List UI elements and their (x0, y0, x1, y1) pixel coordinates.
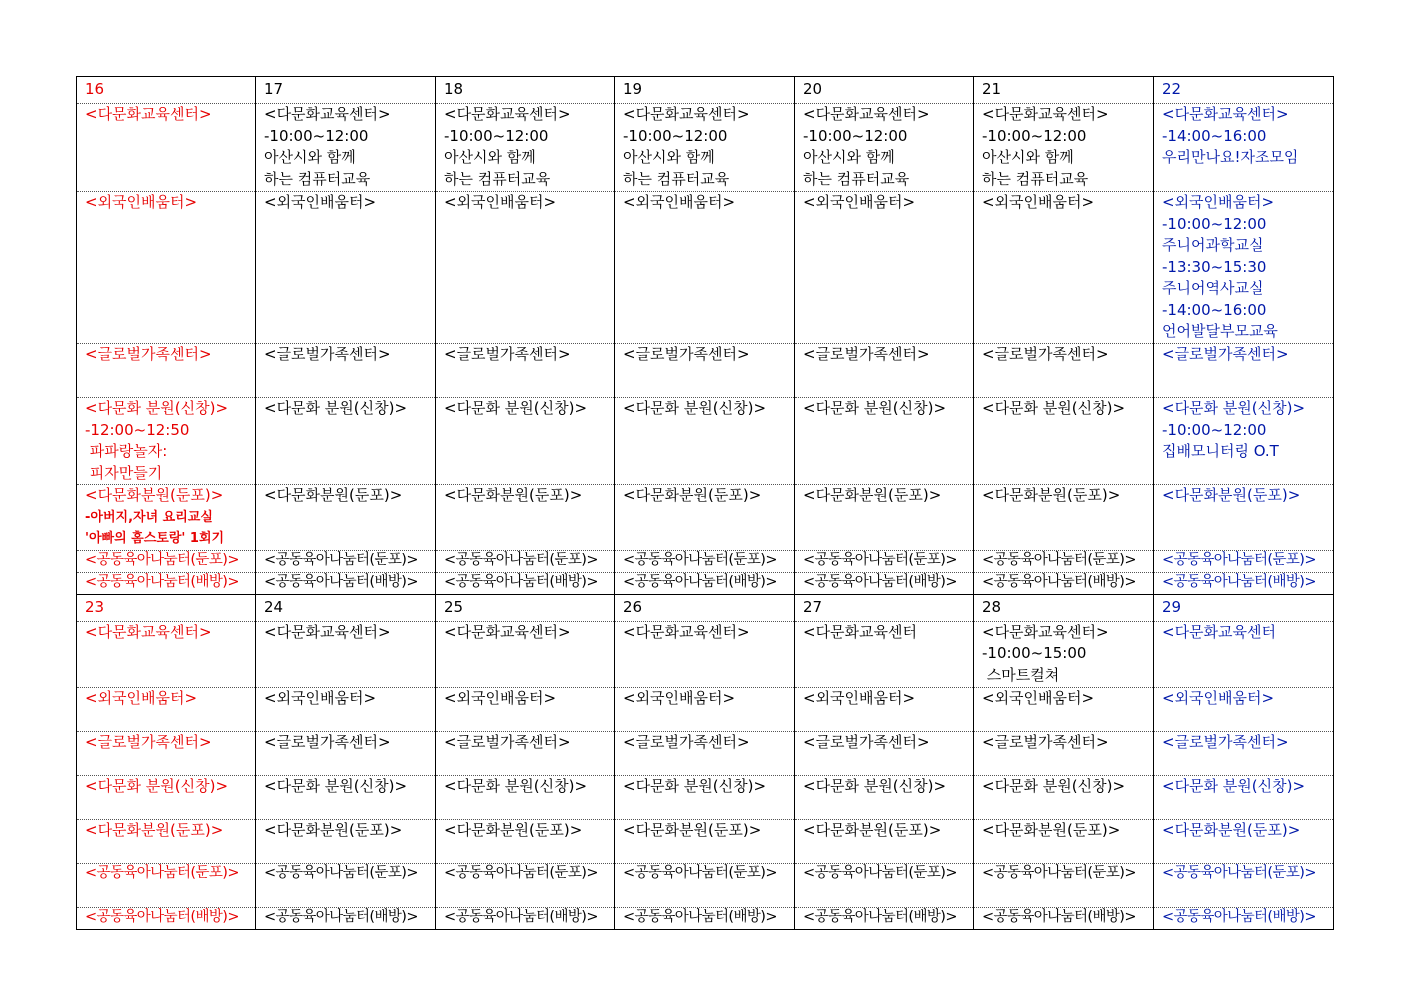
schedule-cell (795, 104, 974, 192)
date-cell: 29 (1154, 594, 1334, 621)
schedule-cell (256, 485, 436, 551)
center-label: <다문화교육센터> (1162, 105, 1289, 123)
center-label: <외국인배움터> (623, 193, 736, 211)
center-label: <외국인배움터> (444, 688, 557, 707)
date-cell: 18 (436, 77, 615, 104)
event-line: -10:00~12:00 (264, 126, 369, 145)
center-label: <공동육아나눔터(배방)> (803, 908, 957, 925)
date-cell: 26 (615, 594, 795, 621)
schedule-cell (77, 485, 256, 551)
schedule-cell (615, 550, 795, 572)
program-row (77, 621, 1334, 687)
schedule-cell (795, 863, 974, 907)
center-label: <다문화교육센터> (982, 622, 1109, 641)
schedule-cell (256, 192, 436, 344)
center-label: <외국인배움터> (1162, 193, 1275, 211)
schedule-cell (77, 863, 256, 907)
schedule-cell (1154, 907, 1334, 929)
center-label: <공동육아나눔터(배방)> (264, 908, 418, 925)
center-label: <다문화 분원(신창)> (1162, 776, 1306, 795)
schedule-cell (974, 550, 1154, 572)
schedule-cell (615, 775, 795, 819)
center-label: <다문화분원(둔포)> (1162, 820, 1301, 839)
center-label: <공동육아나눔터(둔포)> (623, 551, 777, 568)
center-label: <다문화교육센터> (264, 622, 391, 641)
schedule-cell (795, 731, 974, 775)
center-label: <공동육아나눔터(둔포)> (623, 864, 777, 881)
event-line: 주니어역사교실 (1162, 279, 1264, 297)
schedule-cell (1154, 192, 1334, 344)
event-line: 파파랑놀자: (85, 442, 168, 460)
center-label: <공동육아나눔터(둔포)> (85, 864, 239, 881)
calendar-body (77, 77, 1334, 930)
event-line: 하는 컴퓨터교육 (803, 169, 910, 188)
schedule-cell (974, 485, 1154, 551)
event-line: 하는 컴퓨터교육 (982, 169, 1089, 188)
center-label: <외국인배움터> (623, 688, 736, 707)
schedule-cell (256, 398, 436, 485)
schedule-cell (256, 104, 436, 192)
center-label: <다문화교육센터> (444, 622, 571, 641)
schedule-cell (77, 192, 256, 344)
schedule-cell (615, 731, 795, 775)
program-row (77, 687, 1334, 731)
center-label: <다문화 분원(신창)> (803, 399, 947, 417)
event-line: 아산시와 함께 (982, 148, 1074, 166)
center-label: <다문화 분원(신창)> (85, 776, 229, 795)
schedule-cell (615, 398, 795, 485)
center-label: <외국인배움터> (982, 688, 1095, 707)
center-label: <다문화분원(둔포)> (1162, 486, 1301, 504)
center-label: <다문화교육센터> (85, 622, 212, 641)
schedule-cell (1154, 572, 1334, 594)
center-label: <다문화분원(둔포)> (264, 486, 403, 504)
schedule-cell (1154, 775, 1334, 819)
schedule-cell (436, 344, 615, 398)
schedule-cell (615, 104, 795, 192)
schedule-cell (77, 104, 256, 192)
schedule-cell (77, 344, 256, 398)
center-label: <공동육아나눔터(둔포)> (803, 864, 957, 881)
event-line: 언어발달부모교육 (1162, 322, 1278, 340)
date-cell: 21 (974, 77, 1154, 104)
event-line: -14:00~16:00 (1162, 126, 1267, 145)
schedule-cell (436, 621, 615, 687)
schedule-cell (256, 550, 436, 572)
schedule-cell (974, 192, 1154, 344)
schedule-cell (77, 731, 256, 775)
center-label: <다문화교육센터> (803, 105, 930, 123)
event-line: -10:00~12:00 (803, 126, 908, 145)
schedule-cell (795, 344, 974, 398)
date-row (77, 77, 1334, 104)
center-label: <다문화교육센터> (264, 105, 391, 123)
schedule-cell (1154, 104, 1334, 192)
program-row (77, 344, 1334, 398)
event-line: -12:00~12:50 (85, 420, 190, 439)
center-label: <다문화분원(둔포)> (982, 486, 1121, 504)
center-label: <외국인배움터> (982, 193, 1095, 211)
center-label: <공동육아나눔터(둔포)> (982, 864, 1136, 881)
center-label: <다문화분원(둔포)> (85, 820, 224, 839)
center-label: <다문화교육센터 (803, 622, 917, 641)
event-line: -아버지,자녀 요리교실 (85, 509, 213, 525)
schedule-cell (615, 485, 795, 551)
schedule-cell (974, 687, 1154, 731)
schedule-cell (77, 572, 256, 594)
center-label: <글로벌가족센터> (264, 732, 391, 751)
schedule-calendar-table (76, 76, 1334, 930)
center-label: <다문화분원(둔포)> (803, 486, 942, 504)
schedule-cell (974, 621, 1154, 687)
center-label: <공동육아나눔터(배방)> (1162, 573, 1316, 590)
schedule-cell (77, 907, 256, 929)
program-row (77, 775, 1334, 819)
center-label: <다문화교육센터> (623, 105, 750, 123)
center-label: <공동육아나눔터(둔포)> (982, 551, 1136, 568)
program-row (77, 731, 1334, 775)
center-label: <다문화 분원(신창)> (264, 776, 408, 795)
event-line: -10:00~12:00 (1162, 214, 1267, 233)
schedule-cell (256, 687, 436, 731)
center-label: <다문화 분원(신창)> (1162, 399, 1306, 417)
event-line: 아산시와 함께 (264, 148, 356, 166)
center-label: <글로벌가족센터> (982, 345, 1109, 363)
center-label: <다문화분원(둔포)> (444, 820, 583, 839)
date-cell: 22 (1154, 77, 1334, 104)
center-label: <글로벌가족센터> (85, 345, 212, 363)
center-label: <다문화 분원(신창)> (444, 399, 588, 417)
event-line: -13:30~15:30 (1162, 257, 1267, 276)
center-label: <글로벌가족센터> (982, 732, 1109, 751)
schedule-cell (256, 863, 436, 907)
schedule-cell (795, 485, 974, 551)
event-line: 아산시와 함께 (803, 148, 895, 166)
program-row (77, 398, 1334, 485)
date-cell: 23 (77, 594, 256, 621)
date-cell: 17 (256, 77, 436, 104)
schedule-cell (436, 863, 615, 907)
event-line: 피자만들기 (85, 463, 163, 482)
event-line: 스마트컬쳐 (982, 665, 1060, 684)
program-row (77, 192, 1334, 344)
schedule-cell (974, 572, 1154, 594)
schedule-cell (1154, 398, 1334, 485)
schedule-cell (77, 621, 256, 687)
center-label: <다문화분원(둔포)> (444, 486, 583, 504)
schedule-cell (256, 907, 436, 929)
center-label: <다문화 분원(신창)> (982, 399, 1126, 417)
center-label: <다문화분원(둔포)> (982, 820, 1121, 839)
schedule-cell (77, 819, 256, 863)
center-label: <다문화분원(둔포)> (623, 486, 762, 504)
program-row (77, 907, 1334, 929)
center-label: <다문화교육센터> (444, 105, 571, 123)
schedule-cell (436, 572, 615, 594)
schedule-cell (436, 104, 615, 192)
schedule-cell (615, 687, 795, 731)
center-label: <외국인배움터> (85, 193, 198, 211)
date-cell: 20 (795, 77, 974, 104)
center-label: <외국인배움터> (444, 193, 557, 211)
center-label: <공동육아나눔터(배방)> (803, 573, 957, 590)
schedule-cell (795, 550, 974, 572)
schedule-cell (974, 907, 1154, 929)
schedule-cell (974, 344, 1154, 398)
schedule-cell (1154, 485, 1334, 551)
center-label: <공동육아나눔터(배방)> (623, 573, 777, 590)
center-label: <다문화교육센터> (85, 105, 212, 123)
schedule-cell (436, 819, 615, 863)
center-label: <다문화 분원(신창)> (85, 399, 229, 417)
center-label: <공동육아나눔터(배방)> (444, 908, 598, 925)
event-line: -10:00~12:00 (982, 126, 1087, 145)
event-line: '아빠의 홈스토랑' 1회기 (85, 531, 225, 546)
schedule-cell (795, 687, 974, 731)
program-row (77, 550, 1334, 572)
schedule-cell (795, 398, 974, 485)
schedule-cell (615, 572, 795, 594)
center-label: <공동육아나눔터(둔포)> (264, 551, 418, 568)
event-line: 하는 컴퓨터교육 (623, 169, 730, 188)
center-label: <글로벌가족센터> (444, 732, 571, 751)
date-row (77, 594, 1334, 621)
schedule-cell (615, 863, 795, 907)
event-line: 아산시와 함께 (623, 148, 715, 166)
schedule-cell (1154, 863, 1334, 907)
schedule-cell (795, 775, 974, 819)
center-label: <다문화교육센터 (1162, 622, 1276, 641)
center-label: <글로벌가족센터> (623, 345, 750, 363)
event-line: -10:00~12:00 (444, 126, 549, 145)
event-line: 하는 컴퓨터교육 (444, 169, 551, 188)
center-label: <공동육아나눔터(배방)> (264, 573, 418, 590)
schedule-cell (974, 398, 1154, 485)
date-cell: 25 (436, 594, 615, 621)
center-label: <다문화분원(둔포)> (264, 820, 403, 839)
center-label: <공동육아나눔터(둔포)> (264, 864, 418, 881)
schedule-cell (1154, 344, 1334, 398)
center-label: <공동육아나눔터(배방)> (982, 908, 1136, 925)
schedule-cell (1154, 731, 1334, 775)
schedule-cell (256, 344, 436, 398)
event-line: 하는 컴퓨터교육 (264, 169, 371, 188)
program-row (77, 863, 1334, 907)
schedule-cell (795, 192, 974, 344)
center-label: <공동육아나눔터(배방)> (623, 908, 777, 925)
center-label: <글로벌가족센터> (803, 732, 930, 751)
schedule-cell (974, 863, 1154, 907)
program-row (77, 819, 1334, 863)
schedule-cell (436, 485, 615, 551)
schedule-cell (436, 192, 615, 344)
center-label: <다문화분원(둔포)> (623, 820, 762, 839)
schedule-cell (77, 687, 256, 731)
schedule-cell (256, 819, 436, 863)
center-label: <공동육아나눔터(둔포)> (444, 864, 598, 881)
center-label: <공동육아나눔터(배방)> (444, 573, 598, 590)
date-cell: 16 (77, 77, 256, 104)
schedule-cell (436, 775, 615, 819)
schedule-cell (1154, 819, 1334, 863)
schedule-cell (974, 819, 1154, 863)
schedule-cell (77, 775, 256, 819)
center-label: <다문화교육센터> (623, 622, 750, 641)
program-row (77, 485, 1334, 551)
date-cell: 28 (974, 594, 1154, 621)
schedule-cell (77, 550, 256, 572)
center-label: <글로벌가족센터> (444, 345, 571, 363)
schedule-cell (795, 621, 974, 687)
center-label: <다문화분원(둔포)> (803, 820, 942, 839)
center-label: <공동육아나눔터(배방)> (1162, 908, 1316, 925)
center-label: <다문화 분원(신창)> (982, 776, 1126, 795)
center-label: <공동육아나눔터(둔포)> (85, 551, 239, 568)
center-label: <다문화 분원(신창)> (623, 399, 767, 417)
schedule-cell (436, 907, 615, 929)
date-cell: 19 (615, 77, 795, 104)
center-label: <다문화 분원(신창)> (444, 776, 588, 795)
schedule-cell (1154, 550, 1334, 572)
event-line: 우리만나요!자조모임 (1162, 148, 1299, 166)
schedule-cell (436, 731, 615, 775)
center-label: <외국인배움터> (264, 688, 377, 707)
schedule-cell (974, 731, 1154, 775)
schedule-cell (795, 907, 974, 929)
event-line: -10:00~12:00 (623, 126, 728, 145)
center-label: <외국인배움터> (85, 688, 198, 707)
schedule-cell (615, 192, 795, 344)
center-label: <다문화 분원(신창)> (623, 776, 767, 795)
schedule-cell (615, 621, 795, 687)
program-row (77, 104, 1334, 192)
schedule-cell (1154, 621, 1334, 687)
schedule-cell (436, 398, 615, 485)
center-label: <다문화교육센터> (982, 105, 1109, 123)
center-label: <글로벌가족센터> (264, 345, 391, 363)
center-label: <공동육아나눔터(배방)> (85, 573, 239, 590)
date-cell: 24 (256, 594, 436, 621)
event-line: -14:00~16:00 (1162, 300, 1267, 319)
schedule-cell (256, 775, 436, 819)
schedule-cell (256, 731, 436, 775)
center-label: <글로벌가족센터> (85, 732, 212, 751)
center-label: <글로벌가족센터> (623, 732, 750, 751)
center-label: <외국인배움터> (1162, 688, 1275, 707)
center-label: <글로벌가족센터> (1162, 345, 1289, 363)
schedule-cell (436, 550, 615, 572)
schedule-cell (974, 775, 1154, 819)
center-label: <외국인배움터> (803, 688, 916, 707)
center-label: <다문화분원(둔포)> (85, 486, 224, 504)
program-row (77, 572, 1334, 594)
schedule-cell (256, 621, 436, 687)
schedule-cell (615, 907, 795, 929)
center-label: <공동육아나눔터(둔포)> (1162, 864, 1316, 881)
center-label: <공동육아나눔터(배방)> (982, 573, 1136, 590)
center-label: <공동육아나눔터(둔포)> (803, 551, 957, 568)
date-cell: 27 (795, 594, 974, 621)
schedule-cell (1154, 687, 1334, 731)
event-line: -10:00~15:00 (982, 644, 1087, 662)
center-label: <글로벌가족센터> (1162, 732, 1289, 751)
schedule-cell (436, 687, 615, 731)
center-label: <글로벌가족센터> (803, 345, 930, 363)
center-label: <공동육아나눔터(둔포)> (1162, 551, 1316, 568)
center-label: <공동육아나눔터(둔포)> (444, 551, 598, 568)
center-label: <외국인배움터> (803, 193, 916, 211)
event-line: 아산시와 함께 (444, 148, 536, 166)
center-label: <다문화 분원(신창)> (264, 399, 408, 417)
schedule-cell (615, 344, 795, 398)
schedule-cell (77, 398, 256, 485)
event-line: 집배모니터링 O.T (1162, 442, 1279, 460)
center-label: <공동육아나눔터(배방)> (85, 908, 239, 925)
center-label: <외국인배움터> (264, 193, 377, 211)
schedule-cell (795, 819, 974, 863)
schedule-cell (974, 104, 1154, 192)
center-label: <다문화 분원(신창)> (803, 776, 947, 795)
schedule-cell (795, 572, 974, 594)
event-line: -10:00~12:00 (1162, 420, 1267, 439)
schedule-cell (615, 819, 795, 863)
schedule-cell (256, 572, 436, 594)
event-line: 주니어과학교실 (1162, 236, 1264, 254)
